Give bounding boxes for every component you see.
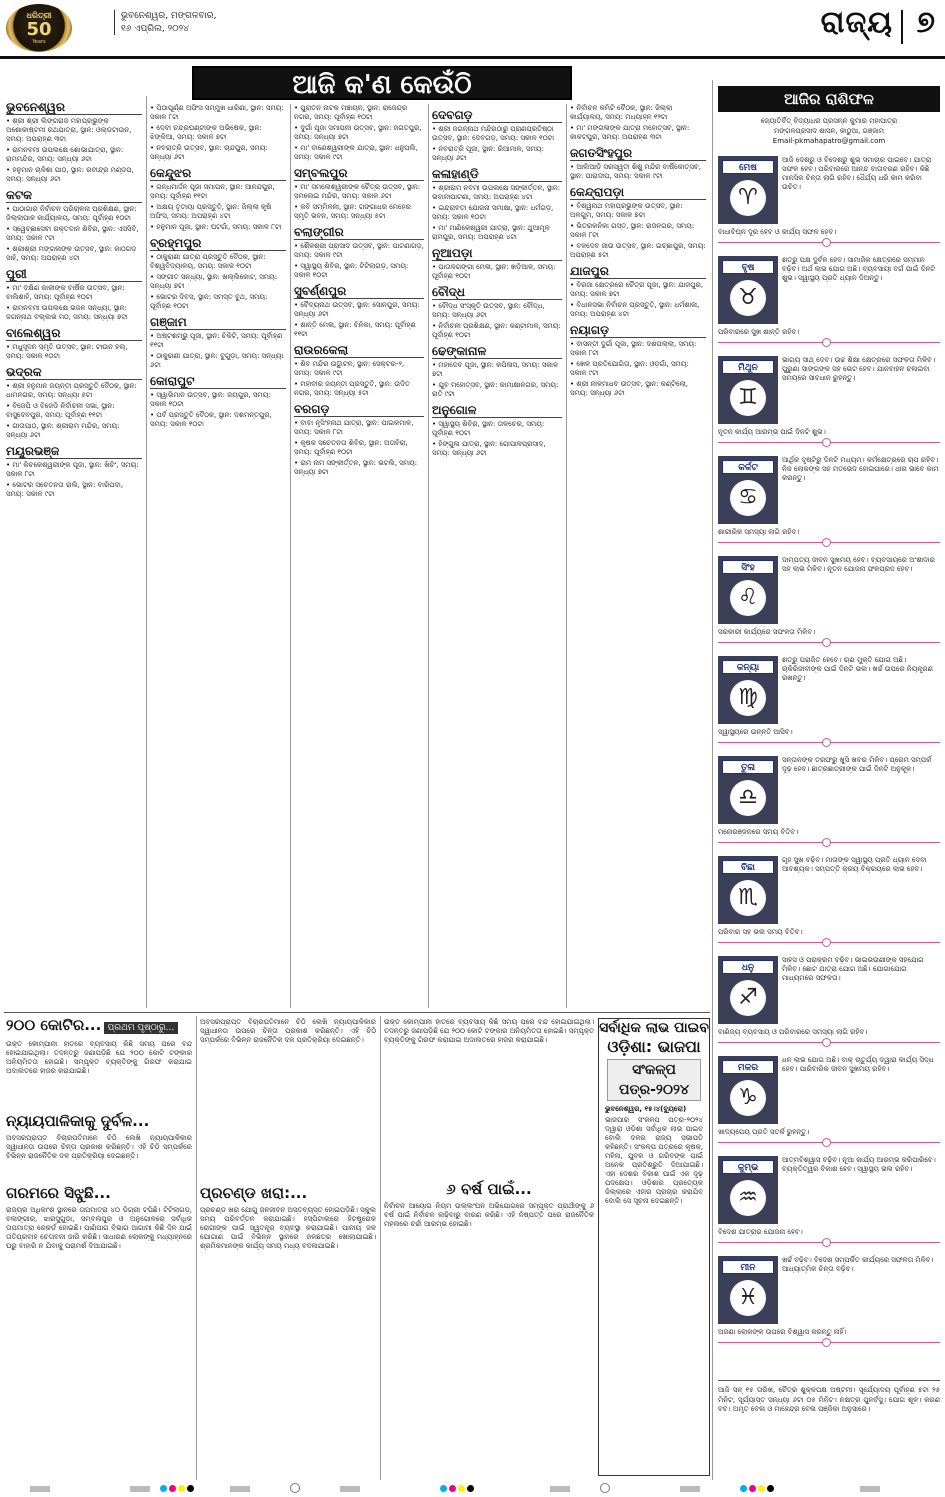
registration-bar	[230, 1486, 250, 1492]
district-heading: କୋରାପୁଟ	[150, 374, 286, 389]
event-item: • ଖେଳ ପ୍ରତିଯୋଗିତା, ସ୍ଥାନ: ଓଡ଼ଗାଁ, ସମୟ: ସକାଳ ୯ଟା	[570, 360, 706, 378]
event-item: • ଆଲିଆଡ଼ି ସରସ୍ୱତୀ ଶିଶୁ ମନ୍ଦିର ବାର୍ଷିକୋତ୍ସବ, ସ୍ଥାନ: ପାରାଦୀପ, ସମୟ: ସକାଳ ୯ଟା	[570, 163, 706, 181]
zodiac-icon: ♎	[730, 780, 766, 816]
story-body: ଅବସରପ୍ରାପ୍ତ ବିଚାରପତିମାନେ ଚିଠି ଲେଖି ନ୍ୟାୟପାଳିକାର ସ୍ୱାଧୀନତା ଉପରେ ଚିନ୍ତା ପ୍ରକାଶ କରିଛନ୍ତି। ଏହି ଚିଠି ସମ୍ପର୍କରେ ବିଭିନ୍ନ ରାଜନୈତିକ ଦଳ ପ୍ରତିକ୍ରିୟା ଦେଇଛନ୍ତି।	[200, 1018, 376, 1044]
event-item: • ଅକ୍ଷୟ ତୃତୀୟା ପ୍ରସ୍ତୁତି, ସ୍ଥାନ: ଜିଲ୍ଲା କୃଷି ଅଫିସ, ସମୟ: ଅପରାହ୍ଣ ୪ଟା	[150, 203, 286, 221]
event-item: • ଶ୍ରୀ ଜଗନ୍ନାଥ ମନ୍ଦିରଠାରୁ ପ୍ରାଣପ୍ରତିଷ୍ଠା ଉତ୍ସବ, ସ୍ଥାନ: ଦେବଗଡ଼, ସମୟ: ସକାଳ ୧୦ଟା	[432, 125, 562, 143]
zodiac-badge	[718, 356, 778, 424]
rashi-entry	[718, 956, 940, 1052]
event-item: • ମା' ମାଣିକେଶ୍ୱରୀ ଯାତ୍ରା, ସ୍ଥାନ: ଥୁଆମୂଳ ରାମପୁର, ସମୟ: ଅପରାହ୍ଣ ୪ଟା	[432, 224, 562, 242]
event-item: • ଭୋଟର ସଚେତନତା ରାଲି, ସ୍ଥାନ: ବାରିପଦା, ସମୟ: ସକାଳ ୯ଟା	[6, 481, 142, 499]
horoscope-text: ଖର୍ଚ୍ଚ ବଢ଼ିବ। ବିଦେଶ ସମ୍ପର୍କିତ କାର୍ଯ୍ୟରେ ସଫଳତା ମିଳିବ। ଆଧ୍ୟାତ୍ମିକ ଚିନ୍ତା ବଢ଼ିବ।	[782, 1256, 934, 1273]
zodiac-name: ଧନୁ	[722, 960, 774, 974]
district-heading: ବୌଦ୍ଧ	[432, 285, 562, 300]
event-item: • ଶ୍ରୀଶ୍ରୀ ମଙ୍ଗଳାଙ୍କ ଉତ୍ସବ, ସ୍ଥାନ: କାଠଗଡ଼ ସାହି, ସମୟ: ଅପରାହ୍ଣ ୪ଟା	[6, 245, 142, 263]
event-item: • ପାତାଳଗଙ୍ଗା ମେଳା, ସ୍ଥାନ: ଖଡ଼ିଆଳ, ସମୟ: ପୂର୍ବାହ୍ଣ ୧୦ଟା	[432, 263, 562, 281]
zodiac-badge	[718, 1056, 778, 1124]
district-heading: କଟକ	[6, 188, 142, 203]
column-divider	[146, 96, 147, 1008]
event-item: • ହିଙ୍ଗୁଳା ଯାତ୍ରା, ସ୍ଥାନ: ଗୋପାଳପ୍ରସାଦ, ସମୟ: ସନ୍ଧ୍ୟା ୬ଟା	[432, 440, 562, 458]
event-item: • ବିଧାନସଭା ନିର୍ବାଚନ ପ୍ରସ୍ତୁତି, ସ୍ଥାନ: ଧର୍ମଶାଳା, ସମୟ: ଅପରାହ୍ଣ ୪ଟା	[570, 301, 706, 319]
district-heading: ରାଉରକେଲା	[294, 343, 424, 358]
zodiac-icon: ♒	[730, 1180, 766, 1216]
entry-divider	[718, 1142, 940, 1143]
horoscope-text-continued: ପରିବାରରେ ସୁଖ ଶାନ୍ତି ରହିବ।	[718, 328, 800, 336]
events-column-1	[6, 96, 142, 1008]
event-item: • ଶିବ ମନ୍ଦିର ଉଦ୍ଘାଟନ, ସ୍ଥାନ: ସେକ୍ଟର-୨, ସମୟ: ସକାଳ ୯ଟା	[294, 360, 424, 378]
event-item: • ଗୀତାପାଠ, ସ୍ଥାନ: ଶ୍ରୀରାମ ମନ୍ଦିର, ସମୟ: ସନ୍ଧ୍ୟା ୬ଟା	[6, 422, 142, 440]
event-item: • ଶ୍ରୀ ହନୁମାନ ଜୟନ୍ତୀ ପ୍ରସ୍ତୁତି ବୈଠକ, ସ୍ଥାନ: ଧାମନଗର, ସମୟ: ସନ୍ଧ୍ୟା ୫ଟା	[6, 382, 142, 400]
story-headline: ନ୍ୟାୟପାଳିକାକୁ ଦୁର୍ବଳ...	[6, 1112, 150, 1130]
horoscope-text-continued: ବିଦେଶ ଯାତ୍ରାର ଯୋଜନା ହେବ।	[718, 1228, 803, 1236]
entry-divider	[718, 842, 940, 843]
story-body: ଉକ୍ତ କୋମ୍ପାନୀ ହାତରେ ବ୍ୟବସାୟ କିଛି ସମୟ ପରେ ବନ୍ଦ ହୋଇଯାଇଥିଲା। ତଦନ୍ତରୁ ଜଣାପଡ଼ିଛି ଯେ ୨୦୦ କୋଟି ଟଙ୍କାର ଅନିୟମିତତା ହୋଇଛି। ସମ୍ପୃକ୍ତ ବ୍ୟକ୍ତିଙ୍କୁ ଗିରଫ କରାଯାଇ ଅଦାଲତରେ ହାଜର କରାଯାଇଛି।	[384, 1018, 594, 1044]
rashifala-byline	[718, 116, 940, 146]
event-item: • ଅଷ୍ଟଶମ୍ଭୁ ପୂଜା, ସ୍ଥାନ: ଚିକିଟି, ସମୟ: ପୂର୍ବାହ୍ଣ ୧୧ଟା	[150, 332, 286, 350]
event-item: • ବିରଜା କ୍ଷେତ୍ରରେ ଚୈତ୍ର ପୂଜା, ସ୍ଥାନ: ଯାଜପୁର, ସମୟ: ସକାଳ ୭ଟା	[570, 281, 706, 299]
zodiac-name: ମିଥୁନ	[722, 360, 774, 374]
entry-divider	[718, 1042, 940, 1043]
entry-divider	[718, 942, 940, 943]
zodiac-icon: ♐	[730, 980, 766, 1016]
zodiac-name: ମକର	[722, 1060, 774, 1074]
zodiac-badge	[718, 556, 778, 624]
logo-anniversary: 50	[26, 18, 52, 40]
registration-bar	[340, 1486, 360, 1492]
zodiac-badge	[718, 856, 778, 924]
column-divider	[380, 1016, 381, 1480]
events-column-4	[432, 104, 562, 1008]
zodiac-name: ମୀନ	[722, 1260, 774, 1274]
column-divider	[196, 1016, 197, 1480]
event-item: • ବାସନ୍ତୀ ଦୁର୍ଗା ପୂଜା, ସ୍ଥାନ: ଦଶପଲ୍ଲା, ସମୟ: ସକାଳ ୮ଟା	[570, 340, 706, 358]
horoscope-text-continued: ବାଣିଜ୍ୟ ବ୍ୟବସାୟ ଓ ପରିବାରରେ ସମସ୍ୟା ଲାଗି ରହିବ।	[718, 1028, 868, 1036]
page-number: ୭	[916, 5, 935, 40]
events-column-2	[150, 104, 286, 1008]
section-title: ରାଜ୍ୟ	[820, 5, 893, 40]
event-item: • ଶାନ୍ତି ମେଳା, ସ୍ଥାନ: ବିନିକା, ସମୟ: ପୂର୍ବାହ୍ଣ ୧୧ଟା	[294, 321, 424, 339]
registration-bar	[30, 1486, 50, 1492]
district-heading: ନୟାଗଡ଼	[570, 323, 706, 338]
story-headline: ପ୍ରଚଣ୍ଡ ଖରା:...	[200, 1184, 308, 1202]
zodiac-badge	[718, 256, 778, 324]
horoscope-text: ଆର୍ଥିକ ଦୃଷ୍ଟିରୁ ଦିନଟି ମଧ୍ୟମ। କର୍ମକ୍ଷେତ୍ରରେ ଚାପ ରହିବ। ନିଜ ଲୋକଙ୍କ ସହ ମତଭେଦ ହୋଇପାରେ। ଧୀର ଭାବେ କାମ କରନ୍ତୁ।	[782, 456, 939, 482]
cmyk-dots	[740, 1485, 774, 1492]
zodiac-icon: ♌	[730, 580, 766, 616]
story-headline: ଗରମରେ ସିଝୁଛି...	[6, 1184, 111, 1202]
rashi-entry	[718, 356, 940, 452]
zodiac-icon: ♏	[730, 880, 766, 916]
event-item: • ରାମନବମୀ ଉପଲକ୍ଷେ ଭଜନ ସନ୍ଧ୍ୟା, ସ୍ଥାନ: ଜଗନ୍ନାଥ ବଲ୍ଲଭ ମଠ, ସମୟ: ସନ୍ଧ୍ୟା ୭ଟା	[6, 304, 142, 322]
event-item: • ସ୍ୱାଭିମାନ ଉତ୍ସବ, ସ୍ଥାନ: ଜୟପୁର, ସମୟ: ସକାଳ ୧୦ଟା	[150, 391, 286, 409]
zodiac-icon: ♍	[730, 680, 766, 716]
astrologer-name: ଜ୍ୟୋତିର୍ବିତ୍ ବିଦ୍ୟାଧର ପ୍ରସନ୍ନ କୁମାର ମହାପାତ୍ର	[760, 117, 898, 125]
event-item: • ନିର୍ବାଚନୀ ପ୍ରଶିକ୍ଷଣ, ସ୍ଥାନ: କଣ୍ଟାମାଳ, ସମୟ: ପୂର୍ବାହ୍ଣ ୧୦ଟା	[432, 322, 562, 340]
district-heading: ସମ୍ବଲପୁର	[294, 166, 424, 181]
event-item: • ବଳଦେବ ଜୀଉ ଉତ୍ସବ, ସ୍ଥାନ: ଇଚ୍ଛାପୁର, ସମୟ: ଅପରାହ୍ଣ ୫ଟା	[570, 242, 706, 260]
rashi-entry	[718, 1156, 940, 1252]
event-item: • ପୁରାତନ ନାଟକ ମଞ୍ଚାୟନ, ସ୍ଥାନ: ରାଜେନ୍ଦ୍ର ନଗର, ସମୟ: ପୂର୍ବାହ୍ଣ ୧୦ଟା	[294, 104, 424, 122]
district-heading: ବ୍ରହ୍ମପୁର	[150, 236, 286, 251]
crosshair-mark	[600, 1483, 610, 1493]
feature-dateline: ଭୁବନେଶ୍ୱର, ୧୫।୪(ବ୍ୟୁରୋ)	[605, 1105, 687, 1113]
event-item: • ନବରାତ୍ରି ଉତ୍ସବ, ସ୍ଥାନ: ଚାନ୍ଦପୁର, ସମୟ: ସନ୍ଧ୍ୟା ୬ଟା	[150, 144, 286, 162]
astrologer-email: Email-pkmahapatro@gmail.com	[772, 137, 886, 145]
story-body: ଉକ୍ତ କୋମ୍ପାନୀ ହାତରେ ବ୍ୟବସାୟ କିଛି ସମୟ ପରେ ବନ୍ଦ ହୋଇଯାଇଥିଲା। ତଦନ୍ତରୁ ଜଣାପଡ଼ିଛି ଯେ ୨୦୦ କୋଟି ଟଙ୍କାର ଅନିୟମିତତା ହୋଇଛି। ସମ୍ପୃକ୍ତ ବ୍ୟକ୍ତିଙ୍କୁ ଗିରଫ କରାଯାଇ ଅଦାଲତରେ ହାଜର କରାଯାଇଛି।	[6, 1040, 192, 1075]
event-item: • ଇନ୍ଦ୍ରାବତୀ ଯୋଜନା ସମୀକ୍ଷା, ସ୍ଥାନ: ଧର୍ମଗଡ଼, ସମୟ: ସକାଳ ୧୦ଟା	[432, 204, 562, 222]
horoscope-text-continued: ମନୋରଞ୍ଜନରେ ସମୟ ବିତିବ।	[718, 828, 799, 836]
rashi-entry	[718, 856, 940, 952]
zodiac-badge	[718, 1256, 778, 1324]
entry-divider	[718, 742, 940, 743]
zodiac-icon: ♊	[730, 380, 766, 416]
event-item: • ଦେବୀ ଚନ୍ଦ୍ରଘଣ୍ଟାଙ୍କ ଅଭିଷେକ, ସ୍ଥାନ: ଝିଙ୍କିଆ, ସମୟ: ସକାଳ ୭ଟା	[150, 124, 286, 142]
event-item: • ଦୁର୍ଗା ପୂଜା ସମାପନୀ ଉତ୍ସବ, ସ୍ଥାନ: ଜଗତପୁର, ସମୟ: ସନ୍ଧ୍ୟା ୭ଟା	[294, 124, 424, 142]
district-heading: ବାଲେଶ୍ୱର	[6, 326, 142, 341]
zodiac-icon: ♈	[730, 180, 766, 216]
district-heading: ଢେଙ୍କାନାଳ	[432, 344, 562, 359]
story-body: ନିର୍ବାଚନ ଆୟୋଗ ନିୟମ ଉଲ୍ଲଂଘନ ଅଭିଯୋଗରେ ସମ୍ପୃକ୍ତ ପ୍ରାର୍ଥୀଙ୍କୁ ୬ ବର୍ଷ ପାଇଁ ନିର୍ବାଚନ ଲଢ଼ିବାରୁ ବାରଣ କରିଛି। ଏହି ନିଷ୍ପତ୍ତି ପରେ ରାଜନୈତିକ ମହଲରେ ଚର୍ଚ୍ଚା ଆରମ୍ଭ ହୋଇଛି।	[384, 1202, 594, 1228]
zodiac-badge	[718, 1156, 778, 1224]
column-divider	[566, 104, 567, 1008]
event-item: • ମହାଦେବ ପୂଜା, ସ୍ଥାନ: କପିଳାସ, ସମୟ: ସକାଳ ୭ଟା	[432, 361, 562, 379]
dateline-date: ୧୬ ଏପ୍ରିଲ, ୨୦୨୪	[121, 23, 189, 34]
event-item: • ନବରାତ୍ରି ପୂଜା, ସ୍ଥାନ: ରିଆମାଳ, ସମୟ: ସନ୍ଧ୍ୟା ୬ଟା	[432, 145, 562, 163]
masthead-rule	[0, 56, 945, 59]
event-item: • କୃଷକ ସଚେତନତା ଶିବିର, ସ୍ଥାନ: ଅତାବିରା, ସମୟ: ପୂର୍ବାହ୍ଣ ୧୦ଟା	[294, 439, 424, 457]
event-item: • ମା' ମଙ୍ଗଳାଙ୍କ ଯାତ୍ରା ମହୋତ୍ସବ, ସ୍ଥାନ: କାକଟପୁର, ସମୟ: ଅପରାହ୍ଣ ୩ଟା	[570, 124, 706, 142]
rashi-entry	[718, 656, 940, 752]
registration-bar	[860, 1486, 880, 1492]
astrologer-address: ମଙ୍ଗଳପ୍ରସାଦ ଶାସନ, କାଠୁଆ, ଗଞ୍ଜାମ	[774, 127, 884, 135]
horoscope-text-continued: ସରକାରୀ କାର୍ଯ୍ୟରେ ସଫଳତା ମିଳିବ।	[718, 628, 816, 636]
horoscope-text-continued: ଶାରୀରିକ ସମସ୍ୟା ଲାଗି ରହିବ।	[718, 528, 800, 536]
zodiac-name: ସିଂହ	[722, 560, 774, 574]
district-heading: ଅନୁଗୋଳ	[432, 403, 562, 418]
event-item: • ଭିତରକନିକା ଗସ୍ତ, ସ୍ଥାନ: ରାଜନଗର, ସମୟ: ସକାଳ ୮ଟା	[570, 222, 706, 240]
zodiac-name: ବିଛା	[722, 860, 774, 874]
district-heading: ନୂଆପଡ଼ା	[432, 246, 562, 261]
zodiac-badge	[718, 456, 778, 524]
zodiac-badge	[718, 156, 778, 224]
entry-divider	[718, 242, 940, 243]
horoscope-text-continued: ପରିବାର ସହ ଭଲ ସମୟ ବିତିବ।	[718, 928, 803, 936]
dateline-place: ଭୁବନେଶ୍ୱର, ମଙ୍ଗଳବାର,	[121, 11, 217, 21]
registration-bar	[130, 1486, 150, 1492]
event-item: • ଗନ୍ଧମାର୍ଦ୍ଦନ ପୂଜା ସମାପନ, ସ୍ଥାନ: ଆନନ୍ଦପୁର, ସମୟ: ପୂର୍ବାହ୍ଣ ୧୧ଟା	[150, 183, 286, 201]
rashi-entry	[718, 1256, 940, 1352]
district-heading: ବଲାଙ୍ଗୀର	[294, 225, 424, 240]
event-item: • ସ୍ୱେଚ୍ଛାସେବୀ ରକ୍ତଦାନ ଶିବିର, ସ୍ଥାନ: ଏସସିବି, ସମୟ: ସକାଳ ୯ଟା	[6, 225, 142, 243]
crosshair-mark	[290, 1483, 300, 1493]
event-item: • ମହାବୀର ଜୟନ୍ତୀ ପ୍ରସ୍ତୁତି, ସ୍ଥାନ: ଉଦିତ ନଗର, ସମୟ: ସନ୍ଧ୍ୟା ୫ଟା	[294, 380, 424, 398]
event-item: • କବି ସମ୍ମିଳନୀ, ସ୍ଥାନ: ଗଙ୍ଗାଧର ମେହେର ସ୍ମୃତି ଭବନ, ସମୟ: ସନ୍ଧ୍ୟା ୫ଟା	[294, 203, 424, 221]
horoscope-text: ଆତ୍ମବିଶ୍ୱାସ ବଢ଼ିବ। ନୂଆ କାର୍ଯ୍ୟ ଆରମ୍ଭ କରିପାରିବେ। ବ୍ୟକ୍ତିତ୍ୱର ବିକାଶ ହେବ। ସ୍ୱାସ୍ଥ୍ୟ ଭଲ ରହିବ।	[782, 1156, 936, 1173]
continued-from-front-badge: ପ୍ରଥମ ପୃଷ୍ଠାରୁ...	[104, 1022, 179, 1034]
zodiac-icon: ♋	[730, 480, 766, 516]
event-item: • ହନୁମାନ ପୂଜା, ସ୍ଥାନ: ଘଟଗାଁ, ସମୟ: ସକାଳ ୮ଟା	[150, 223, 286, 232]
event-item: • ପିଠାପୂର୍ଣ୍ଣ ଅଫିସ ସମ୍ମୁଖ ଧାରିଣା, ସ୍ଥାନ: ସମୟ: ସକାଳ ୮ଟା	[150, 104, 286, 122]
calendar-rule	[718, 1380, 940, 1381]
horoscope-text: ଦାମ୍ପତ୍ୟ ଜୀବନ ସୁଖମୟ ହେବ। ବ୍ୟବସାୟରେ ଅଂଶୀଦାର ସହ ଲାଭ ମିଳିବ। ନୂତନ ଯୋଜନା ଫଳପ୍ରଦ ହେବ।	[782, 556, 935, 573]
entry-divider	[718, 1342, 940, 1343]
rashi-entry	[718, 456, 940, 552]
rashi-entry	[718, 1056, 940, 1152]
registration-bar	[550, 1486, 570, 1492]
event-item: • ପାଠାଗାର ନିର୍ବାଚନ ପରିଚାଳନା ପ୍ରଶିକ୍ଷଣ, ସ୍ଥାନ: ଜିଲ୍ଲାପାଳ କାର୍ଯ୍ୟାଳୟ, ସମୟ: ପୂର୍ବାହ୍ଣ ୧୦ଟା	[6, 205, 142, 223]
newspaper-logo	[6, 4, 72, 52]
events-banner: ଆଜି କ'ଣ କେଉଁଠି	[192, 66, 572, 100]
event-item: • ରାମନବମୀ ଉପଲକ୍ଷେ ଶୋଭାଯାତ୍ରା, ସ୍ଥାନ: ରାମମନ୍ଦିର, ସମୟ: ସନ୍ଧ୍ୟା ୬ଟା	[6, 146, 142, 164]
event-item: • ହନୁମାନ ଚାଳିଶା ପାଠ, ସ୍ଥାନ: ରବୀନ୍ଦ୍ର ମଣ୍ଡପ, ସମୟ: ସନ୍ଧ୍ୟା ୬ଟା	[6, 166, 142, 184]
zodiac-name: ତୁଳା	[722, 760, 774, 774]
zodiac-badge	[718, 656, 778, 724]
event-item: • ନିର୍ବାଚନ କମିଟି ବୈଠକ, ସ୍ଥାନ: ଜିଲ୍ଲା କାର୍ଯ୍ୟାଳୟ, ସମୟ: ମଧ୍ୟାହ୍ନ ୧୨ଟା	[570, 104, 706, 122]
zodiac-name: କର୍କଟ	[722, 460, 774, 474]
horoscope-text-continued: ଅଜଣା ଲୋକଙ୍କ ଉପରେ ବିଶ୍ୱାସ କରନ୍ତୁ ନାହିଁ।	[718, 1328, 847, 1336]
horoscope-text: ଶତ୍ରୁ ପରାଜିତ ହେବେ। ଋଣ ମୁକ୍ତି ଯୋଗ ଅଛି। ଚାକିରିଜୀବୀଙ୍କ ପାଇଁ ଦିନଟି ଭଲ। ଖର୍ଚ୍ଚ ଉପରେ ନିୟନ୍ତ୍ରଣ ରଖନ୍ତୁ।	[782, 656, 933, 682]
event-item: • ପର୍ବ ପ୍ରସ୍ତୁତି ବୈଠକ, ସ୍ଥାନ: ଦଶମନ୍ତପୁର, ସମୟ: ସକାଳ ୧୦ଟା	[150, 411, 286, 429]
logo-years: Years	[32, 38, 46, 45]
dateline	[114, 10, 244, 35]
horoscope-text: ସାହସ ଓ ପରାକ୍ରମ ବଢ଼ିବ। ଭାଇଭଉଣୀଙ୍କ ସହଯୋଗ ମିଳିବ। ଛୋଟ ଯାତ୍ରା ଯୋଗ ଅଛି। ଯୋଗାଯୋଗ ମାଧ୍ୟମରେ ସଫଳତା।	[782, 956, 924, 982]
district-heading: କେନ୍ଦୁଝର	[150, 166, 286, 181]
horoscope-text: ଶତ୍ରୁ ପକ୍ଷ ଦୁର୍ବଳ ହେବ। ସାମାଜିକ କ୍ଷେତ୍ରରେ ସମ୍ମାନ ବଢ଼ିବ। ଅର୍ଥ ଲାଭ ଯୋଗ ଅଛି। ବ୍ୟବସାୟୀ ବର୍ଗ ପାଇଁ ଦିନଟି ଶୁଭ। ସ୍ୱାସ୍ଥ୍ୟ ପ୍ରତି ଧ୍ୟାନ ଦିଅନ୍ତୁ।	[782, 256, 936, 282]
district-heading: ଭଦ୍ରକ	[6, 365, 142, 380]
logo-title: ଧରିତ୍ରୀ	[26, 10, 52, 20]
event-item: • ସଙ୍ଗୀତ ସନ୍ଧ୍ୟା, ସ୍ଥାନ: ଖଲ୍ଲିକୋଟ, ସମୟ: ସନ୍ଧ୍ୟା ୭ଟା	[150, 273, 286, 291]
story-200-crore	[6, 1016, 192, 1034]
event-item: • ମା' ଦକ୍ଷିଣ କାଳୀଙ୍କ ବାର୍ଷିକ ଉତ୍ସବ, ସ୍ଥାନ: ବାଲିଶାହି, ସମୟ: ପୂର୍ବାହ୍ଣ ୧୦ଟା	[6, 284, 142, 302]
bjp-manifesto-story	[598, 1018, 710, 1476]
horoscope-text: ଗୃହ ସୁଖ ବଢ଼ିବ। ମାତାଙ୍କ ସ୍ୱାସ୍ଥ୍ୟ ପ୍ରତି ଧ୍ୟାନ ଦେବା ଆବଶ୍ୟକ। ସମ୍ପତ୍ତି କ୍ରୟ ବିକ୍ରୟରେ ଲାଭ ହେବ।	[782, 856, 927, 873]
column-divider	[290, 104, 291, 1008]
zodiac-icon: ♓	[730, 1280, 766, 1316]
rashi-entry	[718, 256, 940, 352]
horoscope-text: ଭାଗ୍ୟ ସାଥ୍ ଦେବ। ଉଚ୍ଚ ଶିକ୍ଷା କ୍ଷେତ୍ରରେ ସଫଳତା ମିଳିବ। ପୁରୁଣା ସାଙ୍ଗଙ୍କ ସହ ଭେଟ ହେବ। ଯାନବାହନ ଚଳାଇବା ସମୟରେ ସାବଧାନ ରୁହନ୍ତୁ।	[782, 356, 935, 382]
entry-divider	[718, 542, 940, 543]
event-item: • ଶୈଳଶ୍ରୀ ପ୍ରାସାଦ ଉତ୍ସବ, ସ୍ଥାନ: ପାଟଣାଗଡ଼, ସମୟ: ସକାଳ ୯ଟା	[294, 242, 424, 260]
story-headline: ୨୦୦ କୋଟିର...	[6, 1016, 102, 1034]
event-item: • ରାମ ନାମ ସଙ୍କୀର୍ତ୍ତନ, ସ୍ଥାନ: ଭଟଲି, ସମୟ: ସନ୍ଧ୍ୟା ୭ଟା	[294, 459, 424, 477]
story-body: ଅବସରପ୍ରାପ୍ତ ବିଚାରପତିମାନେ ଚିଠି ଲେଖି ନ୍ୟାୟପାଳିକାର ସ୍ୱାଧୀନତା ଉପରେ ଚିନ୍ତା ପ୍ରକାଶ କରିଛନ୍ତି। ଏହି ଚିଠି ସମ୍ପର୍କରେ ବିଭିନ୍ନ ରାଜନୈତିକ ଦଳ ପ୍ରତିକ୍ରିୟା ଦେଇଛନ୍ତି।	[6, 1134, 192, 1160]
cmyk-dots	[160, 1485, 194, 1492]
horoscope-text: ଆଜି ଦେଶରୁ ଓ ବିଦେଶରୁ ଶୁଭ ସମାଚାର ପାଇବେ। ଯାତ୍ରା ସଫଳ ହେବ। ପରିବାରରେ ଆନନ୍ଦ ବାତାବରଣ ରହିବ। କିଛି ମାନସିକ ଚିନ୍ତା ଲାଗି ରହିବ। ଧୈର୍ଯ୍ୟ ଧରି କାମ କରିବା ଉଚିତ।	[782, 156, 932, 191]
event-item: • ଯୁବ ମହୋତ୍ସବ, ସ୍ଥାନ: କାମାକ୍ଷାନଗର, ସମୟ: ରାତି ୯ଟା	[432, 381, 562, 399]
rashi-entry	[718, 156, 940, 252]
horoscope-text-continued: ଖାଦ୍ୟପେୟ ପ୍ରତି ସତର୍କ ରୁହନ୍ତୁ।	[718, 1128, 810, 1136]
entry-divider	[718, 1242, 940, 1243]
feature-body: ଭାଜପାର ସଂକଳ୍ପ ପତ୍ର-୨୦୨୪ ଦ୍ୱାରା ଓଡ଼ିଶା ସର୍ବାଧିକ ଲାଭ ପାଇବ ବୋଲି ଦଳର ରାଜ୍ୟ ସଭାପତି କହିଛନ୍ତି। ସଂକଳ୍ପ ପତ୍ରରେ କୃଷକ, ମହିଳା, ଯୁବକ ଓ ଗରିବଙ୍କ ପାଇଁ ଅନେକ ପ୍ରତିଶ୍ରୁତି ଦିଆଯାଇଛି। ଏହା ଦେଶର ବିକାଶ ପାଇଁ ଏକ ଦୃଢ଼ ପଦକ୍ଷେପ। ଓଡ଼ିଶାର ପ୍ରତ୍ୟେକ ଜିଲ୍ଲାରେ ଏହାର ପ୍ରଚାର କରାଯିବ ବୋଲି ସେ ସୂଚନା ଦେଇଛନ୍ତି।	[605, 1115, 703, 1205]
feature-headline: ଓଡ଼ିଶା: ଭାଜପା	[607, 1037, 701, 1056]
story-body: ରାଜ୍ୟର ଅଧିକାଂଶ ସ୍ଥାନରେ ତାପମାତ୍ରା ୪୦ ଡିଗ୍ରୀ ଟପିଛି। ଟିଟିଲାଗଡ଼, ବଲାଙ୍ଗୀର, ଝାରସୁଗୁଡ଼ା, ସମ୍ବଲପୁର ଓ ଅନୁଗୋଳରେ ସର୍ବାଧିକ ତାପମାତ୍ରା ରେକର୍ଡ ହୋଇଛି। ପାଣିପାଗ ବିଭାଗ ଆଗାମୀ କିଛି ଦିନ ପାଇଁ ତାତିପ୍ରବାହ ଚେତାବନୀ ଜାରି କରିଛି। ସାଧାରଣ ଲୋକଙ୍କୁ ମଧ୍ୟାହ୍ନରେ ଘରୁ ବାହାରି ନ ଯିବାକୁ ପରାମର୍ଶ ଦିଆଯାଇଛି।	[6, 1206, 192, 1250]
event-item: • ଠାକୁରାଣୀ ଯାତ୍ରା ପ୍ରସ୍ତୁତି ବୈଠକ, ସ୍ଥାନ: ବିଶ୍ୱବିଦ୍ୟାଳୟ, ସମୟ: ସକାଳ ୧୦ଟା	[150, 253, 286, 271]
zodiac-name: କନ୍ୟା	[722, 660, 774, 674]
event-item: • ଶ୍ରୀ ଶ୍ରୀ ଲିଙ୍ଗରାଜ ମହାପ୍ରଭୁଙ୍କ ଅଶୋକାଷ୍ଟମୀ ରଥଯାତ୍ରା, ସ୍ଥାନ: ଓଲ୍ଡଟାଉନ, ସମୟ: ଅପରାହ୍ଣ ୩ଟା	[6, 117, 142, 144]
district-heading: ଦେବଗଡ଼	[432, 108, 562, 123]
entry-divider	[718, 342, 940, 343]
rashifala-title: ଆଜିର ରାଶିଫଳ	[718, 86, 940, 112]
zodiac-badge	[718, 956, 778, 1024]
registration-bar	[680, 1486, 700, 1492]
horoscope-text: ସନ୍ତାନଙ୍କ ତରଫରୁ ଖୁସି ଖବର ମିଳିବ। ପ୍ରେମ ସମ୍ପର୍କ ଦୃଢ଼ ହେବ। ଛାତ୍ରଛାତ୍ରୀଙ୍କ ପାଇଁ ଦିନଟି ଅନୁକୂଳ।	[782, 756, 932, 773]
district-heading: କଳାହାଣ୍ଡି	[432, 167, 562, 182]
event-item: • ବୌଦ୍ଧ ସଂସ୍କୃତି ଉତ୍ସବ, ସ୍ଥାନ: ବୌଦ୍ଧ, ସମୟ: ସନ୍ଧ୍ୟା ୬ଟା	[432, 302, 562, 320]
zodiac-name: ବୃଷ	[722, 260, 774, 274]
events-column-3	[294, 104, 424, 1008]
bottom-rule	[4, 1012, 710, 1013]
event-item: • ମା' କିଚକେଶ୍ୱରୀଙ୍କ ପୂଜା, ସ୍ଥାନ: ଖିଚିଂ, ସମୟ: ସକାଳ ୮ଟା	[6, 461, 142, 479]
entry-divider	[718, 642, 940, 643]
horoscope-text-continued: ନୂତନ କାର୍ଯ୍ୟ ଆରମ୍ଭ ପାଇଁ ଦିନଟି ଶୁଭ।	[718, 428, 826, 436]
district-heading: ମୟୂରଭଞ୍ଜ	[6, 444, 142, 459]
story-body: ପ୍ରଚଣ୍ଡ ଖରା ଯୋଗୁ ଜନଜୀବନ ଅସ୍ତବ୍ୟସ୍ତ ହୋଇପଡ଼ିଛି। ସ୍କୁଲ ସମୟ ପରିବର୍ତ୍ତନ କରାଯାଇଛି। ହସ୍ପିଟାଲରେ ହିଟଷ୍ଟ୍ରୋକ ରୋଗୀଙ୍କ ପାଇଁ ସ୍ୱତନ୍ତ୍ର ବ୍ୟବସ୍ଥା କରାଯାଇଛି। ପାନୀୟ ଜଳ ଯୋଗାଣ ପାଇଁ ବିଭିନ୍ନ ସ୍ଥାନରେ ଜଳଛତ୍ର ଖୋଲାଯାଇଛି। ଶ୍ରମିକମାନଙ୍କ କାର୍ଯ୍ୟ ସମୟ ମଧ୍ୟ ବଦଳାଯାଇଛି।	[200, 1206, 376, 1250]
print-registration-strip	[0, 1482, 945, 1496]
horoscope-text: ଧନ ଲାଭ ଯୋଗ ଅଛି। ବାକ୍ ଚାତୁର୍ଯ୍ୟ ଦ୍ୱାରା କାର୍ଯ୍ୟ ସିଦ୍ଧ ହେବ। ପାରିବାରିକ ଜୀବନ ସୁଖମୟ ରହିବ।	[782, 1056, 934, 1073]
horoscope-text-continued: ସ୍ୱାସ୍ଥ୍ୟରେ ଉନ୍ନତି ଆସିବ।	[718, 728, 793, 736]
column-divider	[712, 80, 713, 1480]
event-item: • ଶ୍ରୀ ନୀଳମାଧବ ଉତ୍ସବ, ସ୍ଥାନ: କଣ୍ଟିଲୋ, ସମୟ: ସନ୍ଧ୍ୟା ୬ଟା	[570, 380, 706, 398]
event-item: • ଭୋଟର ଦିବସ, ସ୍ଥାନ: ସମସ୍ତ ବୁଥ, ସମୟ: ପୂର୍ବାହ୍ଣ ୧୦ଟା	[150, 293, 286, 311]
event-item: • ମା' ବାଣେଶ୍ୱରୀଙ୍କ ଯାତ୍ରା, ସ୍ଥାନ: ଧନୁପଲି, ସମୟ: ସକାଳ ୯ଟା	[294, 144, 424, 162]
zodiac-badge	[718, 756, 778, 824]
panjika-calendar: ଆଜି ସନ୍ ୧୫ ତାରିଖ, ଚୈତ୍ର ଶୁକ୍ଳପକ୍ଷ ଅଷ୍ଟମୀ। ସୂର୍ଯ୍ୟୋଦୟ ପୂର୍ବାହ୍ଣ ୫ଟା ୨୫ ମିନିଟ, ସୂର୍ଯ୍ୟାସ୍ତ ସନ୍ଧ୍ୟା ୬ଟା ୦୫ ମିନିଟ। ନକ୍ଷତ୍ର ପୁନର୍ବସୁ। ଯୋଗ ଶୂଳ। କରଣ ବବ। ଅମୃତ ବେଳା ଓ ମାହେନ୍ଦ୍ର ବେଳା ପଞ୍ଜିକା ଅନୁସାରେ।	[718, 1386, 940, 1413]
feature-kicker: ସର୍ବାଧିକ ଲାଭ ପାଇବ	[599, 1020, 709, 1036]
story-headline: ୬ ବର୍ଷ ପାଇଁ...	[446, 1180, 532, 1198]
district-heading: ଭୁବନେଶ୍ୱର	[6, 100, 142, 115]
event-item: • ବାବା ନୃସିଂହନାଥ ଯାତ୍ରା, ସ୍ଥାନ: ପାଇକମାଳ, ସମୟ: ସକାଳ ୮ଟା	[294, 419, 424, 437]
district-heading: ଯାଜପୁର	[570, 264, 706, 279]
event-item: • ବିଜେପି ଓ ବିଜେଡି ନିର୍ବାଚନୀ ସଭା, ସ୍ଥାନ: ବାସୁଦେବପୁର, ସମୟ: ପୂର୍ବାହ୍ଣ ୧୧ଟା	[6, 402, 142, 420]
zodiac-icon: ♑	[730, 1080, 766, 1116]
zodiac-icon: ♉	[730, 280, 766, 316]
zodiac-name: ମେଷ	[722, 160, 774, 174]
column-divider	[428, 104, 429, 1008]
event-item: • ବୈଦ୍ୟନାଥ ଉତ୍ସବ, ସ୍ଥାନ: ସୋନପୁର, ସମୟ: ସନ୍ଧ୍ୟା ୬ଟା	[294, 301, 424, 319]
horoscope-text-continued: ବାଧାବିଘ୍ନ ଦୂର ହେବ ଓ କାର୍ଯ୍ୟ ସଫଳ ହେବ।	[718, 228, 837, 236]
event-item: • ଠାକୁରାଣୀ ଯାତ୍ରା, ସ୍ଥାନ: ବୁଗୁଡ଼ା, ସମୟ: ସନ୍ଧ୍ୟା ୬ଟା	[150, 352, 286, 370]
event-item: • ବିଶ୍ୱନାଥ ମହାପ୍ରଭୁଙ୍କ ଉତ୍ସବ, ସ୍ଥାନ: ଅଳଗୁମ, ସମୟ: ସକାଳ ୭ଟା	[570, 202, 706, 220]
entry-divider	[718, 442, 940, 443]
district-heading: ବରଗଡ଼	[294, 402, 424, 417]
rashi-entry	[718, 756, 940, 852]
masthead-divider	[901, 10, 903, 44]
district-heading: ଗଞ୍ଜାମ	[150, 315, 286, 330]
event-item: • ମଧୁସୂଦନ ସ୍ମୃତି ଉତ୍ସବ, ସ୍ଥାନ: ଟାଉନ ହଲ୍, ସମୟ: ସକାଳ ୧୦ଟା	[6, 343, 142, 361]
event-item: • ଶ୍ରୀରାମ ନବମୀ ଉପଲକ୍ଷେ ସଙ୍କୀର୍ତ୍ତନ, ସ୍ଥାନ: ଭବାନୀପାଟଣା, ସମୟ: ଅପରାହ୍ଣ ୪ଟା	[432, 184, 562, 202]
events-column-5	[570, 104, 706, 1008]
district-heading: ସୁବର୍ଣ୍ଣପୁର	[294, 284, 424, 299]
event-item: • ସ୍ୱାସ୍ଥ୍ୟ ଶିବିର, ସ୍ଥାନ: ତାଳଚେର, ସମୟ: ପୂର୍ବାହ୍ଣ ୧୦ଟା	[432, 420, 562, 438]
district-heading: ପୁରୀ	[6, 267, 142, 282]
cmyk-dots	[440, 1485, 474, 1492]
district-heading: ଜଗତସିଂହପୁର	[570, 146, 706, 161]
zodiac-name: କୁମ୍ଭ	[722, 1160, 774, 1174]
rashi-entry	[718, 556, 940, 652]
event-item: • ସ୍ୱାସ୍ଥ୍ୟ ଶିବିର, ସ୍ଥାନ: ଟିଟିଲାଗଡ଼, ସମୟ: ସକାଳ ୧୦ଟା	[294, 262, 424, 280]
feature-subhead: ସଂକଳ୍ପ ପତ୍ର-୨୦୨୪	[607, 1059, 701, 1101]
event-item: • ମା' ସମଲେଶ୍ୱରୀଙ୍କ ଚୈତ୍ର ଉତ୍ସବ, ସ୍ଥାନ: ସମଲେଇ ମନ୍ଦିର, ସମୟ: ସକାଳ ୬ଟା	[294, 183, 424, 201]
district-heading: କେନ୍ଦ୍ରାପଡ଼ା	[570, 185, 706, 200]
